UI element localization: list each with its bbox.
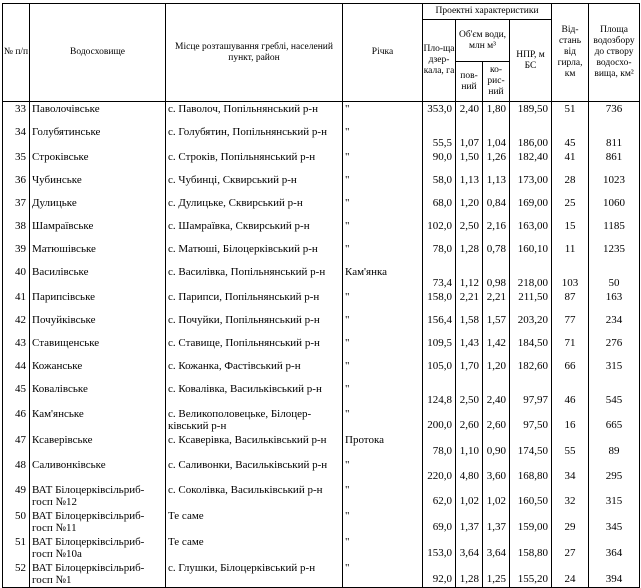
cell-river: " (343, 102, 423, 125)
cell-reservoir-name: ВАТ Білоцерківсільриб-госп №11 (30, 509, 166, 535)
header-catchment: Площа водозбору до створу водосхо-вища, км² (589, 4, 640, 102)
cell-volume-full: 2,50 (456, 382, 483, 407)
table-row (3, 509, 640, 535)
header-reservoir: Водосховище (30, 4, 166, 102)
reservoir-table (2, 3, 640, 588)
table-row (3, 173, 640, 196)
cell-volume-full: 1,70 (456, 359, 483, 382)
cell-volume-full: 2,40 (456, 102, 483, 125)
cell-distance-from-mouth: 46 (552, 382, 589, 407)
table-row (3, 359, 640, 382)
cell-surface-area: 78,0 (423, 433, 456, 458)
cell-row-number: 33 (3, 102, 30, 125)
table-row (3, 242, 640, 265)
cell-location: с. Ковалівка, Васильківський р-н (166, 382, 343, 407)
cell-npr-level: 155,20 (510, 561, 552, 588)
cell-reservoir-name: Ковалівське (30, 382, 166, 407)
cell-location: с. Ксаверівка, Васильківський р-н (166, 433, 343, 458)
cell-catchment-area: 394 (589, 561, 640, 588)
cell-river: " (343, 196, 423, 219)
cell-location: с. Строків, Попільнянський р-н (166, 150, 343, 173)
cell-river: " (343, 458, 423, 483)
table-row (3, 458, 640, 483)
cell-row-number: 42 (3, 313, 30, 336)
cell-distance-from-mouth: 34 (552, 458, 589, 483)
cell-volume-full: 1,07 (456, 125, 483, 150)
cell-row-number: 52 (3, 561, 30, 588)
cell-surface-area: 92,0 (423, 561, 456, 588)
cell-volume-full: 1,12 (456, 265, 483, 290)
cell-river: " (343, 219, 423, 242)
cell-npr-level: 163,00 (510, 219, 552, 242)
cell-river: " (343, 313, 423, 336)
cell-volume-useful: 0,84 (483, 196, 510, 219)
cell-location: с. Василівка, Попільнянський р-н (166, 265, 343, 290)
cell-volume-useful: 3,60 (483, 458, 510, 483)
cell-distance-from-mouth: 77 (552, 313, 589, 336)
cell-row-number: 39 (3, 242, 30, 265)
cell-volume-full: 1,13 (456, 173, 483, 196)
cell-volume-full: 1,20 (456, 196, 483, 219)
cell-row-number: 47 (3, 433, 30, 458)
table-row (3, 219, 640, 242)
cell-volume-useful: 2,40 (483, 382, 510, 407)
table-row (3, 265, 640, 290)
cell-location: с. Ставище, Попільнянський р-н (166, 336, 343, 359)
cell-volume-useful: 1,25 (483, 561, 510, 588)
cell-catchment-area: 50 (589, 265, 640, 290)
cell-catchment-area: 736 (589, 102, 640, 125)
cell-surface-area: 55,5 (423, 125, 456, 150)
header-volume: Об'єм води, млн м³ (456, 20, 510, 62)
cell-volume-full: 1,58 (456, 313, 483, 336)
cell-surface-area: 200,0 (423, 407, 456, 433)
cell-surface-area: 220,0 (423, 458, 456, 483)
cell-surface-area: 58,0 (423, 173, 456, 196)
cell-catchment-area: 276 (589, 336, 640, 359)
cell-npr-level: 189,50 (510, 102, 552, 125)
table-row (3, 102, 640, 125)
cell-river: " (343, 407, 423, 433)
cell-volume-useful: 1,80 (483, 102, 510, 125)
cell-location: с. Парипси, Попільнянський р-н (166, 290, 343, 313)
cell-distance-from-mouth: 15 (552, 219, 589, 242)
cell-reservoir-name: Паволочівське (30, 102, 166, 125)
cell-catchment-area: 1060 (589, 196, 640, 219)
cell-surface-area: 62,0 (423, 483, 456, 509)
cell-location: с. Паволоч, Попільнянський р-н (166, 102, 343, 125)
cell-volume-useful: 2,16 (483, 219, 510, 242)
cell-npr-level: 182,60 (510, 359, 552, 382)
cell-reservoir-name: Почуйківське (30, 313, 166, 336)
cell-reservoir-name: Парипсівське (30, 290, 166, 313)
cell-npr-level: 159,00 (510, 509, 552, 535)
cell-row-number: 38 (3, 219, 30, 242)
cell-catchment-area: 345 (589, 509, 640, 535)
cell-river: " (343, 290, 423, 313)
cell-location: с. Голубятин, Попільнянський р-н (166, 125, 343, 150)
cell-surface-area: 102,0 (423, 219, 456, 242)
cell-reservoir-name: Ставищенське (30, 336, 166, 359)
cell-surface-area: 105,0 (423, 359, 456, 382)
cell-volume-useful: 1,02 (483, 483, 510, 509)
cell-volume-useful: 1,42 (483, 336, 510, 359)
cell-reservoir-name: Саливонківське (30, 458, 166, 483)
cell-river: " (343, 150, 423, 173)
cell-catchment-area: 1235 (589, 242, 640, 265)
cell-surface-area: 353,0 (423, 102, 456, 125)
cell-volume-useful: 1,13 (483, 173, 510, 196)
cell-npr-level: 97,50 (510, 407, 552, 433)
cell-npr-level: 169,00 (510, 196, 552, 219)
cell-surface-area: 69,0 (423, 509, 456, 535)
cell-reservoir-name: Кожанське (30, 359, 166, 382)
header-volume-useful: ко-рис-ний (483, 62, 510, 102)
cell-location: Те саме (166, 509, 343, 535)
cell-catchment-area: 861 (589, 150, 640, 173)
cell-volume-full: 2,50 (456, 219, 483, 242)
cell-row-number: 43 (3, 336, 30, 359)
cell-reservoir-name: Голубятинське (30, 125, 166, 150)
cell-reservoir-name: Дулицьке (30, 196, 166, 219)
cell-volume-full: 1,28 (456, 242, 483, 265)
cell-row-number: 41 (3, 290, 30, 313)
cell-npr-level: 211,50 (510, 290, 552, 313)
cell-volume-full: 1,28 (456, 561, 483, 588)
cell-catchment-area: 364 (589, 535, 640, 561)
cell-surface-area: 156,4 (423, 313, 456, 336)
cell-npr-level: 168,80 (510, 458, 552, 483)
cell-distance-from-mouth: 28 (552, 173, 589, 196)
cell-river: " (343, 336, 423, 359)
cell-volume-useful: 1,20 (483, 359, 510, 382)
table-row (3, 407, 640, 433)
cell-catchment-area: 295 (589, 458, 640, 483)
cell-catchment-area: 1023 (589, 173, 640, 196)
cell-river: " (343, 242, 423, 265)
cell-reservoir-name: Василівське (30, 265, 166, 290)
cell-river: " (343, 125, 423, 150)
cell-volume-full: 1,02 (456, 483, 483, 509)
cell-reservoir-name: ВАТ Білоцерківсільриб-госп №10а (30, 535, 166, 561)
cell-row-number: 51 (3, 535, 30, 561)
cell-surface-area: 73,4 (423, 265, 456, 290)
cell-distance-from-mouth: 11 (552, 242, 589, 265)
cell-npr-level: 97,97 (510, 382, 552, 407)
cell-distance-from-mouth: 66 (552, 359, 589, 382)
table-row (3, 150, 640, 173)
cell-volume-useful: 1,04 (483, 125, 510, 150)
cell-reservoir-name: ВАТ Білоцерківсільриб-госп №12 (30, 483, 166, 509)
table-row (3, 313, 640, 336)
table-body (3, 102, 640, 588)
cell-volume-full: 3,64 (456, 535, 483, 561)
cell-distance-from-mouth: 87 (552, 290, 589, 313)
cell-catchment-area: 89 (589, 433, 640, 458)
cell-location: Те саме (166, 535, 343, 561)
table-row (3, 433, 640, 458)
table-row (3, 336, 640, 359)
cell-npr-level: 158,80 (510, 535, 552, 561)
cell-location: с. Соколівка, Васильківський р-н (166, 483, 343, 509)
cell-distance-from-mouth: 24 (552, 561, 589, 588)
cell-catchment-area: 1185 (589, 219, 640, 242)
cell-volume-full: 1,10 (456, 433, 483, 458)
cell-catchment-area: 811 (589, 125, 640, 150)
cell-river: " (343, 561, 423, 588)
cell-catchment-area: 665 (589, 407, 640, 433)
cell-volume-useful: 1,37 (483, 509, 510, 535)
cell-row-number: 49 (3, 483, 30, 509)
cell-row-number: 37 (3, 196, 30, 219)
cell-river: " (343, 382, 423, 407)
cell-distance-from-mouth: 103 (552, 265, 589, 290)
cell-distance-from-mouth: 71 (552, 336, 589, 359)
header-river: Річка (343, 4, 423, 102)
cell-reservoir-name: Чубинське (30, 173, 166, 196)
cell-npr-level: 218,00 (510, 265, 552, 290)
cell-volume-full: 4,80 (456, 458, 483, 483)
cell-npr-level: 184,50 (510, 336, 552, 359)
table-row (3, 561, 640, 588)
cell-reservoir-name: Шамраївське (30, 219, 166, 242)
cell-surface-area: 68,0 (423, 196, 456, 219)
cell-location: с. Чубинці, Сквирський р-н (166, 173, 343, 196)
cell-catchment-area: 163 (589, 290, 640, 313)
cell-location: с. Дулицьке, Сквирський р-н (166, 196, 343, 219)
cell-npr-level: 182,40 (510, 150, 552, 173)
cell-row-number: 45 (3, 382, 30, 407)
table-row (3, 535, 640, 561)
cell-volume-useful: 0,98 (483, 265, 510, 290)
table-row (3, 382, 640, 407)
cell-river: " (343, 359, 423, 382)
header-distance: Від-стань від гирла, км (552, 4, 589, 102)
cell-row-number: 50 (3, 509, 30, 535)
table-row (3, 196, 640, 219)
cell-volume-useful: 1,57 (483, 313, 510, 336)
cell-volume-full: 1,43 (456, 336, 483, 359)
cell-location: с. Саливонки, Васильківський р-н (166, 458, 343, 483)
cell-row-number: 35 (3, 150, 30, 173)
cell-volume-full: 2,21 (456, 290, 483, 313)
cell-river: " (343, 483, 423, 509)
cell-row-number: 48 (3, 458, 30, 483)
cell-volume-full: 1,37 (456, 509, 483, 535)
cell-distance-from-mouth: 32 (552, 483, 589, 509)
cell-row-number: 44 (3, 359, 30, 382)
cell-location: с. Кожанка, Фастівський р-н (166, 359, 343, 382)
cell-volume-useful: 1,26 (483, 150, 510, 173)
cell-location: с. Матюші, Білоцерківський р-н (166, 242, 343, 265)
cell-surface-area: 90,0 (423, 150, 456, 173)
cell-volume-full: 2,60 (456, 407, 483, 433)
cell-distance-from-mouth: 41 (552, 150, 589, 173)
cell-catchment-area: 315 (589, 359, 640, 382)
cell-row-number: 36 (3, 173, 30, 196)
cell-distance-from-mouth: 25 (552, 196, 589, 219)
header-location: Місце розташування греблі, населений пункт, район (166, 4, 343, 102)
cell-npr-level: 174,50 (510, 433, 552, 458)
cell-catchment-area: 315 (589, 483, 640, 509)
cell-reservoir-name: Строківське (30, 150, 166, 173)
cell-volume-useful: 0,90 (483, 433, 510, 458)
cell-reservoir-name: ВАТ Білоцерківсільриб-госп №1 (30, 561, 166, 588)
cell-volume-useful: 3,64 (483, 535, 510, 561)
cell-reservoir-name: Ксаверівське (30, 433, 166, 458)
cell-river: Протока (343, 433, 423, 458)
table-row (3, 483, 640, 509)
cell-surface-area: 153,0 (423, 535, 456, 561)
cell-surface-area: 158,0 (423, 290, 456, 313)
cell-distance-from-mouth: 55 (552, 433, 589, 458)
cell-row-number: 46 (3, 407, 30, 433)
header-num: № п/п (3, 4, 30, 102)
header-volume-full: пов-ний (456, 62, 483, 102)
cell-river: " (343, 509, 423, 535)
cell-surface-area: 124,8 (423, 382, 456, 407)
cell-npr-level: 186,00 (510, 125, 552, 150)
cell-catchment-area: 234 (589, 313, 640, 336)
cell-npr-level: 160,10 (510, 242, 552, 265)
cell-river: " (343, 535, 423, 561)
header-area: Пло-ща дзер-кала, га (423, 20, 456, 102)
cell-location: с. Глушки, Білоцерківський р-н (166, 561, 343, 588)
cell-volume-useful: 2,60 (483, 407, 510, 433)
table-row (3, 290, 640, 313)
cell-row-number: 34 (3, 125, 30, 150)
cell-location: с. Шамраївка, Сквирський р-н (166, 219, 343, 242)
cell-npr-level: 173,00 (510, 173, 552, 196)
cell-location: с. Почуйки, Попільнянський р-н (166, 313, 343, 336)
cell-volume-useful: 2,21 (483, 290, 510, 313)
cell-distance-from-mouth: 16 (552, 407, 589, 433)
cell-row-number: 40 (3, 265, 30, 290)
cell-location: с. Великополовецьке, Білоцер-ківський р-н (166, 407, 343, 433)
cell-reservoir-name: Матюшівське (30, 242, 166, 265)
cell-npr-level: 203,20 (510, 313, 552, 336)
cell-surface-area: 109,5 (423, 336, 456, 359)
cell-volume-useful: 0,78 (483, 242, 510, 265)
cell-catchment-area: 545 (589, 382, 640, 407)
cell-distance-from-mouth: 51 (552, 102, 589, 125)
cell-distance-from-mouth: 27 (552, 535, 589, 561)
cell-volume-full: 1,50 (456, 150, 483, 173)
cell-surface-area: 78,0 (423, 242, 456, 265)
cell-reservoir-name: Кам'янське (30, 407, 166, 433)
table-row (3, 125, 640, 150)
header-design: Проектні характеристики (423, 4, 552, 20)
cell-npr-level: 160,50 (510, 483, 552, 509)
cell-river: Кам'янка (343, 265, 423, 290)
cell-river: " (343, 173, 423, 196)
cell-distance-from-mouth: 45 (552, 125, 589, 150)
header-npr: НПР, м БС (510, 20, 552, 102)
cell-distance-from-mouth: 29 (552, 509, 589, 535)
